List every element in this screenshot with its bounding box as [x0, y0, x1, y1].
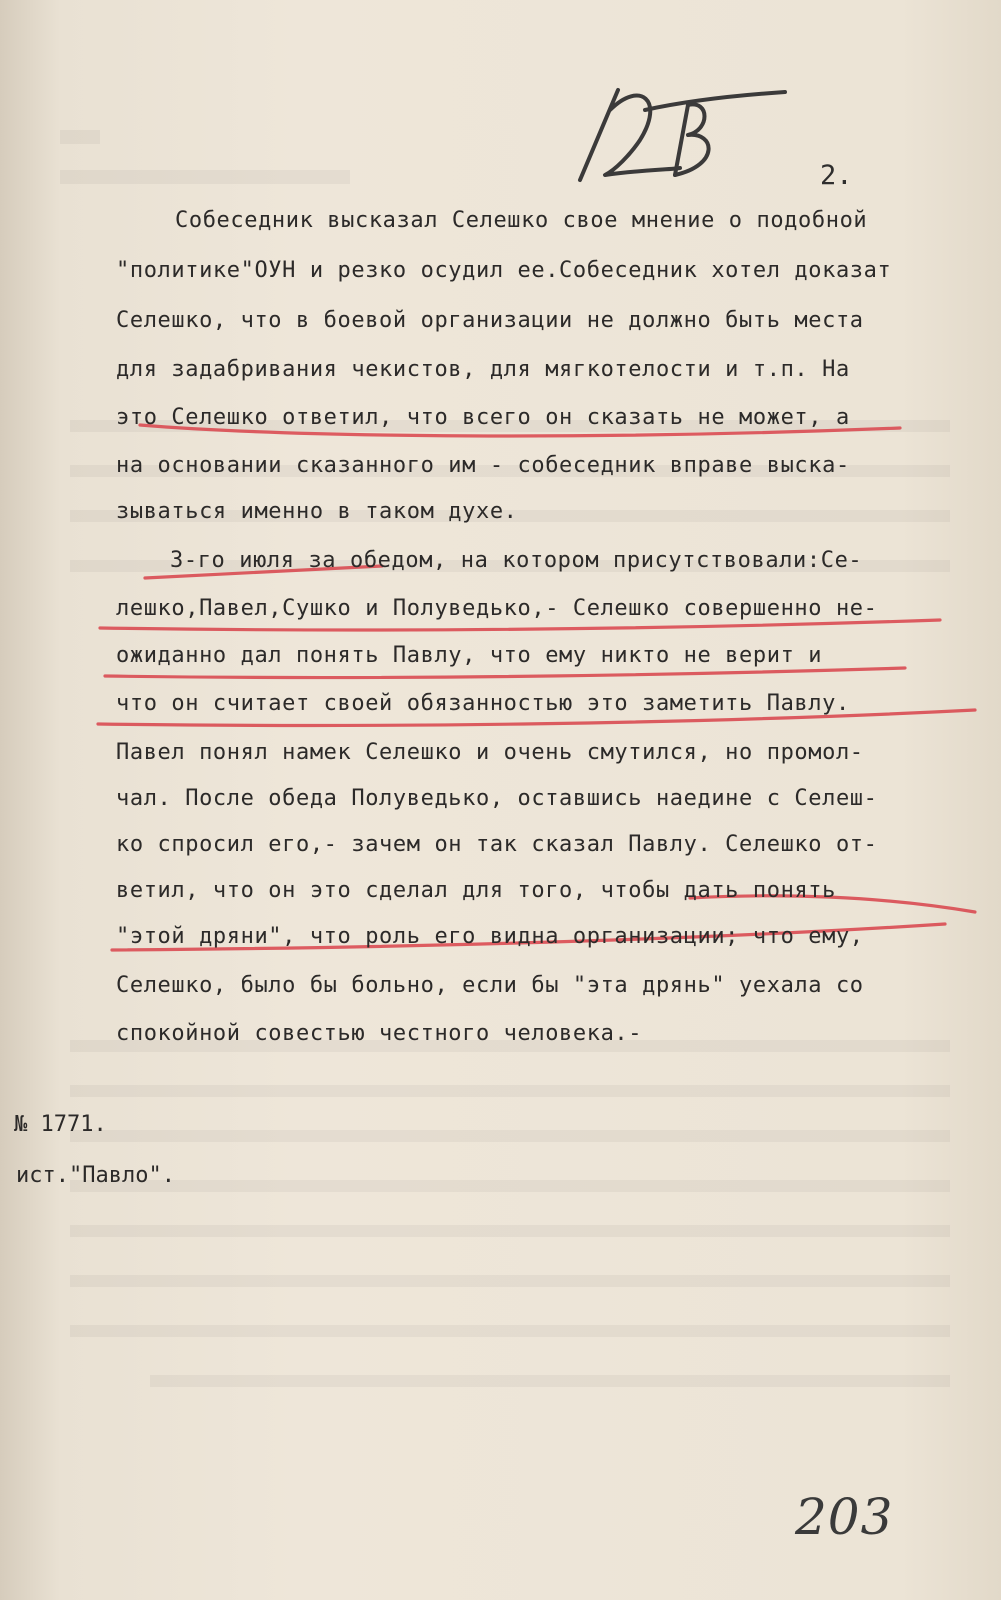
text-line: "этой дряни", что роль его видна организации; что ему,: [116, 924, 864, 949]
text-line: Селешко, было бы больно, если бы "эта дрянь" уехала со: [116, 973, 864, 998]
text-line: 3-го июля за обедом, на котором присутствовали:Се-: [170, 548, 863, 573]
page-number: 2.: [820, 160, 853, 191]
source-name: ист."Павло".: [16, 1163, 175, 1188]
text-line: Павел понял намек Селешко и очень смутился, но промол-: [116, 740, 864, 765]
text-line: ко спросил его,- зачем он так сказал Павлу. Селешко от-: [116, 832, 878, 857]
text-line: на основании сказанного им - собеседник вправе выска-: [116, 453, 850, 478]
text-line: Селешко, что в боевой организации не должно быть места: [116, 308, 864, 333]
text-line: чал. После обеда Полуведько, оставшись наедине с Селеш-: [116, 786, 878, 811]
text-line: что он считает своей обязанностью это заметить Павлу.: [116, 691, 850, 716]
archive-page-number: 203: [795, 1488, 894, 1546]
text-line: для задабривания чекистов, для мягкотелости и т.п. На: [116, 357, 850, 382]
text-line: спокойной совестью честного человека.-: [116, 1021, 643, 1046]
text-line: зываться именно в таком духе.: [116, 499, 518, 524]
text-line: это Селешко ответил, что всего он сказать не может, а: [116, 405, 850, 430]
document-number: № 1771.: [14, 1112, 107, 1137]
text-line: ветил, что он это сделал для того, чтобы дать понять: [116, 878, 836, 903]
text-line: лешко,Павел,Сушко и Полуведько,- Селешко совершенно не-: [116, 596, 878, 621]
text-line: Собеседник высказал Селешко свое мнение о подобной: [175, 208, 868, 233]
text-line: "политике"ОУН и резко осудил ее.Собеседник хотел доказат: [116, 258, 892, 283]
text-line: ожиданно дал понять Павлу, что ему никто не верит и: [116, 643, 823, 668]
